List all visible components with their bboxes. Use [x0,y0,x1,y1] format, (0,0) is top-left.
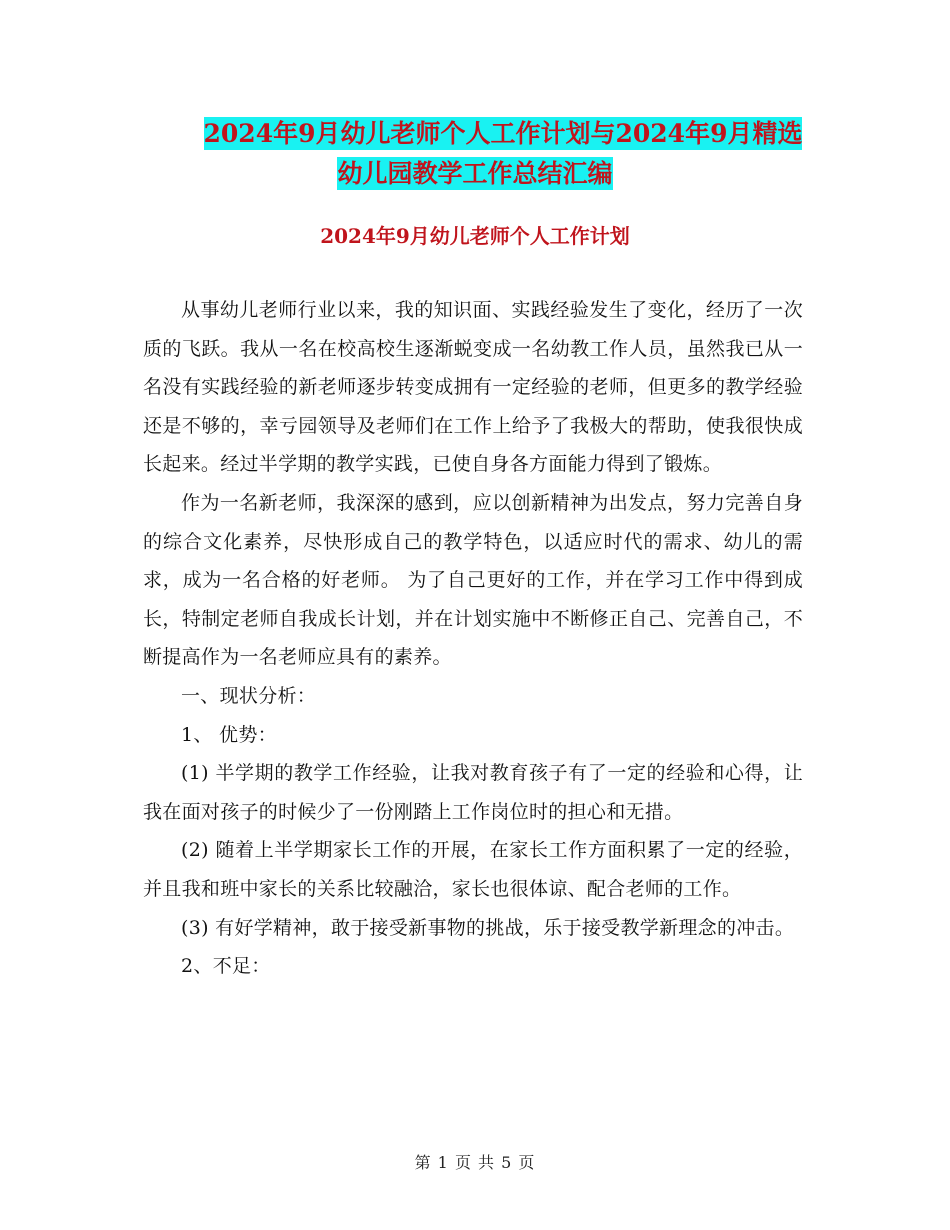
document-body [143,291,803,986]
document-title-line-1 [28,112,950,156]
strength-item-2: (2) 随着上半学期家长工作的开展，在家长工作方面积累了一定的经验，并且我和班中家长的关系比较融洽，家长也很体谅、配合老师的工作。 [143,839,803,900]
title-highlight: 幼儿园教学工作总结汇编 [337,159,613,188]
page-footer: 第 1 页 共 5 页 [414,1153,536,1172]
heading-strengths: 1、 优势： [181,723,277,746]
title-highlight: 2024年9月幼儿老师个人工作计划与2024年9月精选 [203,119,803,148]
strength-item-3: (3) 有好学精神，敢于接受新事物的挑战，乐于接受教学新理念的冲击。 [181,916,795,939]
paragraph-new-teacher: 作为一名新老师，我深深的感到，应以创新精神为出发点，努力完善自身的综合文化素养，尽快形成自己的教学特色，以适应时代的需求、幼儿的需求，成为一名合格的好老师。 为了自己更好的工作，并在学习工作中得到成长，特制定老师自我成长计划，并在计划实施中不断修正自己、完善自己，不断提高作为一名老师应具有的素养。 [143,491,803,669]
heading-weaknesses: 2、不足： [181,955,271,978]
heading-status-analysis: 一、现状分析： [181,684,317,707]
strength-item-1: (1) 半学期的教学工作经验，让我对教育孩子有了一定的经验和心得，让我在面对孩子的时候少了一份刚踏上工作岗位时的担心和无措。 [143,762,803,823]
paragraph-intro: 从事幼儿老师行业以来，我的知识面、实践经验发生了变化，经历了一次质的飞跃。我从一名在校高校生逐渐蜕变成一名幼教工作人员，虽然我已从一名没有实践经验的新老师逐步转变成拥有一定经验的老师，但更多的教学经验还是不够的，幸亏园领导及老师们在工作上给予了我极大的帮助，使我很快成长起来。经过半学期的教学实践，已使自身各方面能力得到了锻炼。 [143,299,803,476]
section-title: 2024年9月幼儿老师个人工作计划 [320,224,630,248]
document-title-line-2 [0,152,950,196]
